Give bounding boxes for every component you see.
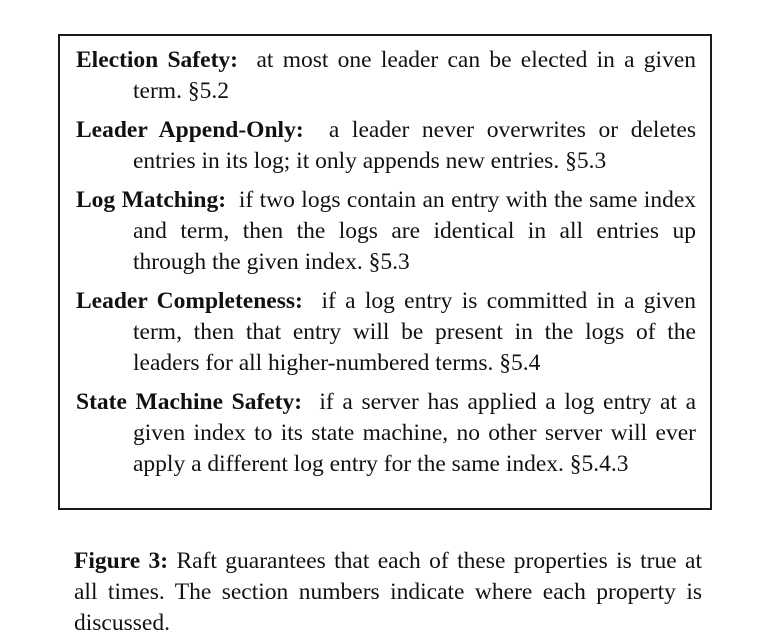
property-name: Leader Append-Only: bbox=[76, 117, 304, 143]
property-name: Log Matching: bbox=[76, 187, 227, 213]
property-leader-completeness bbox=[76, 286, 696, 379]
property-state-machine-safety bbox=[76, 387, 696, 480]
property-log-matching bbox=[76, 185, 696, 278]
property-text: if a log entry is committed in a given term, then that entry will be present in the logs of the leaders for all higher-numbered terms. §5.4 bbox=[133, 288, 697, 376]
property-text: at most one leader can be elected in a given term. §5.2 bbox=[133, 47, 697, 104]
property-text: a leader never overwrites or deletes entries in its log; it only appends new entries. §5.3 bbox=[133, 117, 696, 174]
property-text: if a server has applied a log entry at a given index to its state machine, no other server will ever apply a different log entry for the same index. §5.4.3 bbox=[133, 389, 696, 477]
property-election-safety bbox=[76, 45, 696, 107]
property-name: Leader Completeness: bbox=[76, 288, 303, 314]
property-leader-append-only bbox=[76, 115, 696, 177]
property-name: State Machine Safety: bbox=[76, 389, 303, 415]
figure-label: Figure 3: bbox=[74, 547, 169, 574]
figure-caption bbox=[74, 546, 702, 639]
property-name: Election Safety: bbox=[76, 47, 238, 73]
properties-box bbox=[58, 34, 712, 510]
property-text: if two logs contain an entry with the same index and term, then the logs are identical in all entries up through the given index. §5.3 bbox=[133, 187, 697, 275]
caption-text: Raft guarantees that each of these properties is true at all times. The section numbers indicate where each property is discussed. bbox=[74, 547, 702, 636]
